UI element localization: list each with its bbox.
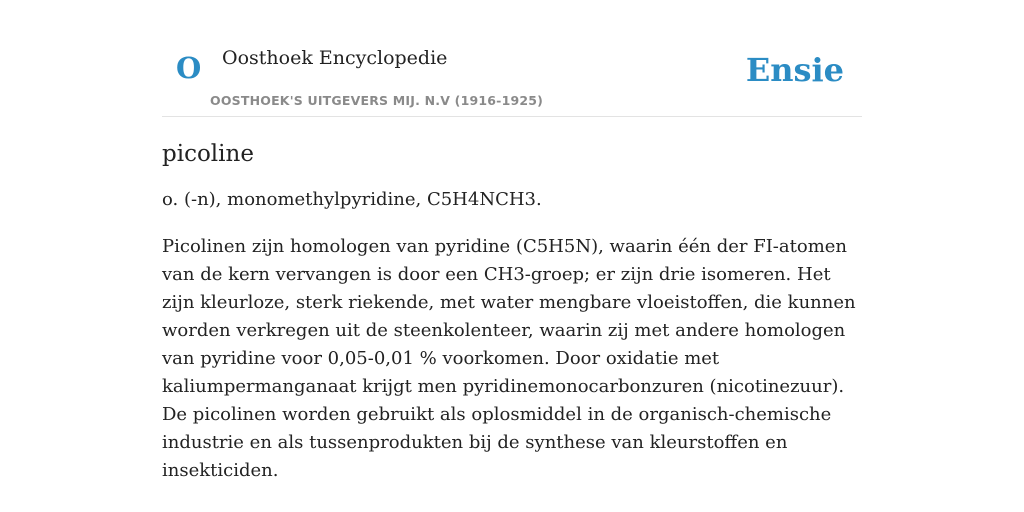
header	[162, 0, 862, 117]
brand-logo-link[interactable]: Ensie	[745, 51, 844, 89]
source-logo-icon: O	[176, 51, 202, 85]
entry-content	[162, 136, 864, 504]
entry-body: Picolinen zijn homologen van pyridine (C5H5N), waarin één der FI-atomen van de kern vervangen is door een CH3-groep; er zijn drie isomeren. Het zijn kleurloze, sterk riekende, met water mengbare vloeistoffen, die kunnen worden verkregen uit de steenkolenteer, waarin zij met andere homologen van pyridine voor 0,05-0,01 % voorkomen. Door oxidatie met kaliumpermanganaat krijgt men pyridinemonocarbonzuren (nicotinezuur). De picolinen worden gebruikt als oplosmiddel in de organisch-chemische industrie en als tussenprodukten bij de synthese van kleurstoffen en insekticiden.	[162, 236, 856, 481]
source-title[interactable]: Oosthoek Encyclopedie	[222, 47, 448, 69]
entry-definition: o. (-n), monomethylpyridine, C5H4NCH3.	[162, 189, 542, 210]
publisher-label: OOSTHOEK'S UITGEVERS MIJ. N.V (1916-1925)	[210, 93, 544, 108]
entry-headword: picoline	[162, 141, 254, 167]
